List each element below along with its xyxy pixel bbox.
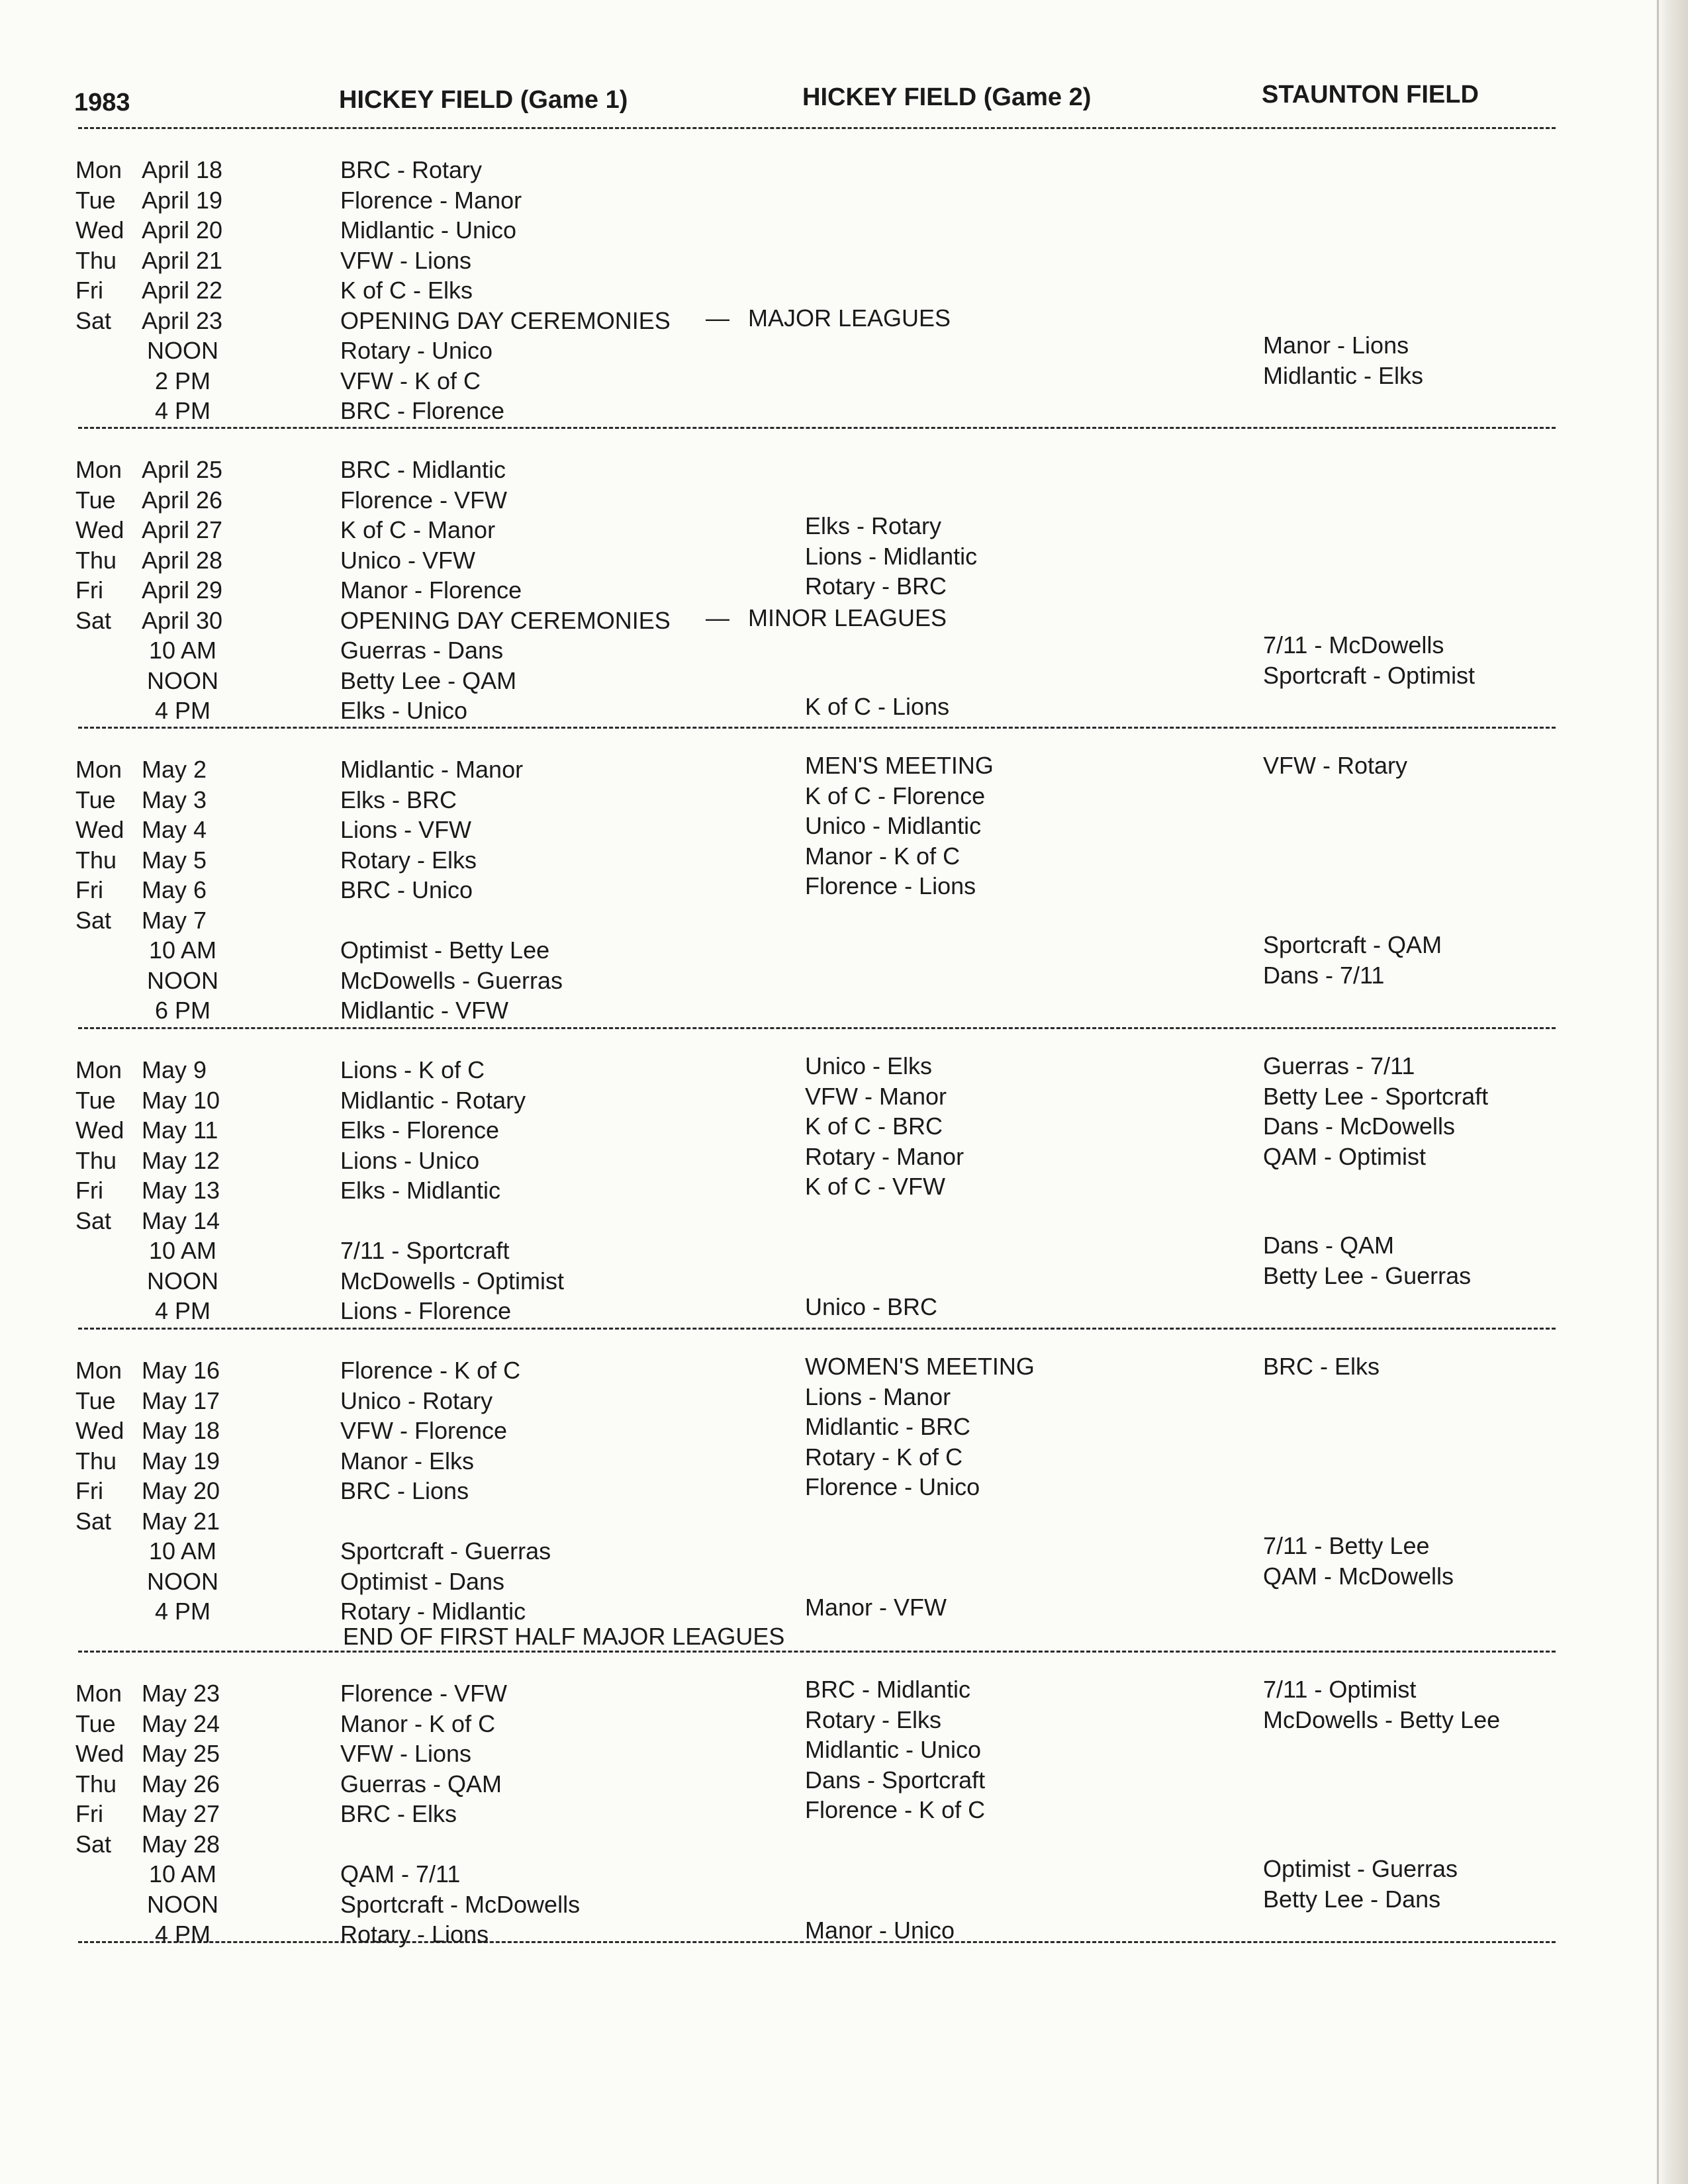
game2-matchup: Manor - VFW [805, 1594, 947, 1621]
staunton-matchup: Dans - McDowells [1263, 1113, 1456, 1140]
date-label: May 26 [142, 1770, 220, 1797]
day-label: Thu [75, 1447, 117, 1475]
day-label: Tue [75, 1087, 116, 1114]
staunton-matchup: QAM - Optimist [1263, 1143, 1427, 1170]
time-label: 10 AM [148, 637, 217, 664]
day-label: Fri [75, 1477, 103, 1504]
day-label: Sat [75, 1508, 112, 1535]
staunton-matchup: Dans - 7/11 [1263, 962, 1385, 989]
game1-matchup: OPENING DAY CEREMONIES [340, 307, 671, 334]
date-label: May 25 [142, 1740, 220, 1767]
game1-matchup: Florence - VFW [340, 486, 508, 514]
ceremony-dash: — [706, 304, 729, 332]
game2-matchup: Unico - Elks [805, 1052, 933, 1079]
day-label: Fri [75, 1800, 103, 1827]
game1-matchup: BRC - Florence [340, 397, 505, 424]
game2-matchup: Manor - Unico [805, 1917, 955, 1944]
game1-matchup: Midlantic - Manor [340, 756, 524, 783]
game2-matchup: Unico - Midlantic [805, 812, 982, 839]
game1-matchup: QAM - 7/11 [340, 1860, 461, 1888]
game1-matchup: Elks - Florence [340, 1116, 500, 1144]
game2-matchup: K of C - Florence [805, 782, 986, 809]
staunton-matchup: Manor - Lions [1263, 332, 1409, 359]
date-label: May 10 [142, 1087, 220, 1114]
game2-matchup: Lions - Manor [805, 1383, 951, 1410]
game1-matchup: BRC - Rotary [340, 156, 483, 183]
date-label: April 23 [142, 307, 223, 334]
day-label: Thu [75, 547, 117, 574]
staunton-matchup: McDowells - Betty Lee [1263, 1706, 1501, 1733]
day-label: Tue [75, 786, 116, 813]
date-label: May 3 [142, 786, 207, 813]
game1-matchup: Lions - K of C [340, 1056, 485, 1083]
day-label: Thu [75, 1147, 117, 1174]
date-label: May 16 [142, 1357, 220, 1384]
game2-matchup: Rotary - K of C [805, 1443, 963, 1471]
date-label: May 18 [142, 1417, 220, 1444]
game2-matchup: Florence - K of C [805, 1796, 986, 1823]
day-label: Mon [75, 156, 122, 183]
divider-rule-5 [78, 1651, 1556, 1653]
date-label: May 6 [142, 876, 207, 903]
divider-rule-1 [78, 427, 1556, 429]
game2-matchup: Unico - BRC [805, 1293, 938, 1320]
game1-matchup: Betty Lee - QAM [340, 667, 517, 694]
time-label: 4 PM [154, 1598, 211, 1625]
day-label: Wed [75, 816, 124, 843]
date-label: May 11 [142, 1116, 218, 1144]
day-label: Tue [75, 1710, 116, 1737]
game1-matchup: Elks - Midlantic [340, 1177, 501, 1204]
day-label: Wed [75, 1417, 124, 1444]
date-label: April 25 [142, 456, 223, 483]
game1-matchup: BRC - Lions [340, 1477, 469, 1504]
game1-matchup: Guerras - Dans [340, 637, 504, 664]
day-label: Wed [75, 1740, 124, 1767]
game1-matchup: Sportcraft - McDowells [340, 1891, 581, 1918]
game2-matchup: Manor - K of C [805, 842, 961, 870]
day-label: Sat [75, 1831, 112, 1858]
time-label: 4 PM [154, 397, 211, 424]
time-label: NOON [147, 667, 218, 694]
game2-matchup: WOMEN'S MEETING [805, 1353, 1035, 1380]
game1-matchup: Midlantic - Unico [340, 216, 517, 244]
time-label: NOON [147, 1568, 218, 1595]
year-heading: 1983 [74, 89, 130, 116]
time-label: NOON [147, 1891, 218, 1918]
date-label: May 19 [142, 1447, 220, 1475]
game1-matchup: Sportcraft - Guerras [340, 1537, 551, 1565]
game1-matchup: Lions - Florence [340, 1297, 512, 1324]
day-label: Sat [75, 907, 112, 934]
staunton-matchup: Betty Lee - Sportcraft [1263, 1083, 1489, 1110]
game1-matchup: Elks - BRC [340, 786, 457, 813]
game1-matchup: Rotary - Elks [340, 846, 477, 874]
game1-matchup: 7/11 - Sportcraft [340, 1237, 510, 1264]
day-label: Mon [75, 756, 122, 783]
staunton-matchup: Sportcraft - QAM [1263, 931, 1442, 958]
game1-matchup: Midlantic - Rotary [340, 1087, 526, 1114]
game1-matchup: BRC - Elks [340, 1800, 457, 1827]
date-label: April 27 [142, 516, 223, 543]
time-label: 10 AM [148, 936, 217, 964]
date-label: April 20 [142, 216, 223, 244]
game2-matchup: Elks - Rotary [805, 512, 942, 539]
game1-matchup: Rotary - Midlantic [340, 1598, 526, 1625]
page-edge [1655, 0, 1688, 2184]
game1-matchup: Unico - Rotary [340, 1387, 493, 1414]
page-edge-shadow [1657, 0, 1659, 2184]
date-label: April 22 [142, 277, 223, 304]
column-heading-game2: HICKEY FIELD (Game 2) [802, 83, 1092, 111]
time-label: 2 PM [154, 367, 211, 394]
day-label: Sat [75, 1207, 112, 1234]
date-label: April 29 [142, 576, 223, 604]
staunton-matchup: 7/11 - McDowells [1263, 631, 1444, 659]
ceremony-league: MINOR LEAGUES [748, 604, 947, 631]
day-label: Tue [75, 1387, 116, 1414]
game1-matchup: Florence - VFW [340, 1680, 508, 1707]
day-label: Mon [75, 1357, 122, 1384]
divider-rule-3 [78, 1027, 1556, 1029]
game1-matchup: Midlantic - VFW [340, 997, 509, 1024]
game2-matchup: K of C - Lions [805, 693, 950, 720]
date-label: May 20 [142, 1477, 220, 1504]
day-label: Fri [75, 277, 103, 304]
game1-matchup: Lions - VFW [340, 816, 472, 843]
game2-matchup: Lions - Midlantic [805, 543, 978, 570]
game2-matchup: MEN'S MEETING [805, 752, 994, 779]
day-label: Tue [75, 187, 116, 214]
date-label: April 21 [142, 247, 223, 274]
date-label: May 7 [142, 907, 207, 934]
game2-matchup: VFW - Manor [805, 1083, 947, 1110]
staunton-matchup: Sportcraft - Optimist [1263, 662, 1476, 689]
date-label: May 27 [142, 1800, 220, 1827]
staunton-matchup: QAM - McDowells [1263, 1563, 1454, 1590]
time-label: 4 PM [154, 697, 211, 724]
day-label: Wed [75, 216, 124, 244]
game1-matchup: Manor - K of C [340, 1710, 496, 1737]
game2-matchup: Rotary - Elks [805, 1706, 942, 1733]
staunton-matchup: 7/11 - Optimist [1263, 1676, 1417, 1703]
day-label: Sat [75, 307, 112, 334]
time-label: NOON [147, 967, 218, 994]
day-label: Mon [75, 1680, 122, 1707]
date-label: April 30 [142, 607, 223, 634]
game1-matchup: Florence - Manor [340, 187, 522, 214]
date-label: May 13 [142, 1177, 220, 1204]
day-label: Thu [75, 247, 117, 274]
game2-matchup: Midlantic - BRC [805, 1413, 971, 1440]
divider-rule-4 [78, 1328, 1556, 1330]
game2-matchup: K of C - VFW [805, 1173, 946, 1200]
day-label: Mon [75, 1056, 122, 1083]
game1-matchup: Rotary - Unico [340, 337, 493, 364]
column-heading-staunton: STAUNTON FIELD [1262, 81, 1479, 109]
game1-matchup: Optimist - Dans [340, 1568, 505, 1595]
day-label: Sat [75, 607, 112, 634]
date-label: May 21 [142, 1508, 220, 1535]
time-label: NOON [147, 1267, 218, 1295]
date-label: May 12 [142, 1147, 220, 1174]
divider-rule-2 [78, 727, 1556, 729]
game1-matchup: OPENING DAY CEREMONIES [340, 607, 671, 634]
game2-matchup: Rotary - Manor [805, 1143, 964, 1170]
day-label: Fri [75, 576, 103, 604]
day-label: Thu [75, 846, 117, 874]
date-label: May 9 [142, 1056, 207, 1083]
time-label: 4 PM [154, 1921, 211, 1948]
date-label: May 2 [142, 756, 207, 783]
game1-matchup: Guerras - QAM [340, 1770, 502, 1797]
staunton-matchup: Betty Lee - Dans [1263, 1886, 1441, 1913]
game1-matchup: K of C - Manor [340, 516, 496, 543]
game1-matchup: VFW - Lions [340, 247, 472, 274]
date-label: April 28 [142, 547, 223, 574]
game2-matchup: Rotary - BRC [805, 572, 947, 600]
game1-matchup: Unico - VFW [340, 547, 476, 574]
staunton-matchup: 7/11 - Betty Lee [1263, 1532, 1430, 1559]
date-label: May 28 [142, 1831, 220, 1858]
ceremony-league: MAJOR LEAGUES [748, 304, 951, 332]
day-label: Wed [75, 516, 124, 543]
day-label: Thu [75, 1770, 117, 1797]
time-label: 10 AM [148, 1860, 217, 1888]
ceremony-dash: — [706, 604, 729, 631]
time-label: 6 PM [154, 997, 211, 1024]
game1-matchup: Lions - Unico [340, 1147, 480, 1174]
staunton-matchup: VFW - Rotary [1263, 752, 1408, 779]
day-label: Mon [75, 456, 122, 483]
day-label: Fri [75, 876, 103, 903]
game1-matchup: K of C - Elks [340, 277, 473, 304]
game2-matchup: Dans - Sportcraft [805, 1766, 986, 1794]
date-label: May 4 [142, 816, 207, 843]
staunton-matchup: Midlantic - Elks [1263, 362, 1424, 389]
game1-matchup: Elks - Unico [340, 697, 468, 724]
day-label: Wed [75, 1116, 124, 1144]
season-note: END OF FIRST HALF MAJOR LEAGUES [343, 1623, 785, 1650]
game1-matchup: BRC - Unico [340, 876, 473, 903]
game2-matchup: Florence - Unico [805, 1473, 980, 1500]
staunton-matchup: Dans - QAM [1263, 1232, 1395, 1259]
game1-matchup: McDowells - Optimist [340, 1267, 565, 1295]
time-label: 4 PM [154, 1297, 211, 1324]
game1-matchup: McDowells - Guerras [340, 967, 563, 994]
game2-matchup: BRC - Midlantic [805, 1676, 971, 1703]
staunton-matchup: Optimist - Guerras [1263, 1855, 1458, 1882]
date-label: April 26 [142, 486, 223, 514]
staunton-matchup: Betty Lee - Guerras [1263, 1262, 1472, 1289]
day-label: Fri [75, 1177, 103, 1204]
game1-matchup: VFW - K of C [340, 367, 481, 394]
staunton-matchup: Guerras - 7/11 [1263, 1052, 1415, 1079]
game1-matchup: Rotary - Lions [340, 1921, 489, 1948]
day-label: Tue [75, 486, 116, 514]
date-label: April 18 [142, 156, 223, 183]
date-label: May 23 [142, 1680, 220, 1707]
game1-matchup: Manor - Elks [340, 1447, 475, 1475]
staunton-matchup: BRC - Elks [1263, 1353, 1380, 1380]
game1-matchup: VFW - Lions [340, 1740, 472, 1767]
game1-matchup: Florence - K of C [340, 1357, 521, 1384]
date-label: May 5 [142, 846, 207, 874]
time-label: NOON [147, 337, 218, 364]
game1-matchup: BRC - Midlantic [340, 456, 506, 483]
date-label: April 19 [142, 187, 223, 214]
date-label: May 14 [142, 1207, 220, 1234]
game1-matchup: VFW - Florence [340, 1417, 508, 1444]
time-label: 10 AM [148, 1237, 217, 1264]
game2-matchup: K of C - BRC [805, 1113, 943, 1140]
game2-matchup: Florence - Lions [805, 872, 976, 899]
game1-matchup: Optimist - Betty Lee [340, 936, 550, 964]
date-label: May 17 [142, 1387, 220, 1414]
game2-matchup: Midlantic - Unico [805, 1736, 982, 1763]
game1-matchup: Manor - Florence [340, 576, 522, 604]
column-heading-game1: HICKEY FIELD (Game 1) [339, 86, 628, 114]
divider-rule-0 [78, 127, 1556, 129]
date-label: May 24 [142, 1710, 220, 1737]
time-label: 10 AM [148, 1537, 217, 1565]
